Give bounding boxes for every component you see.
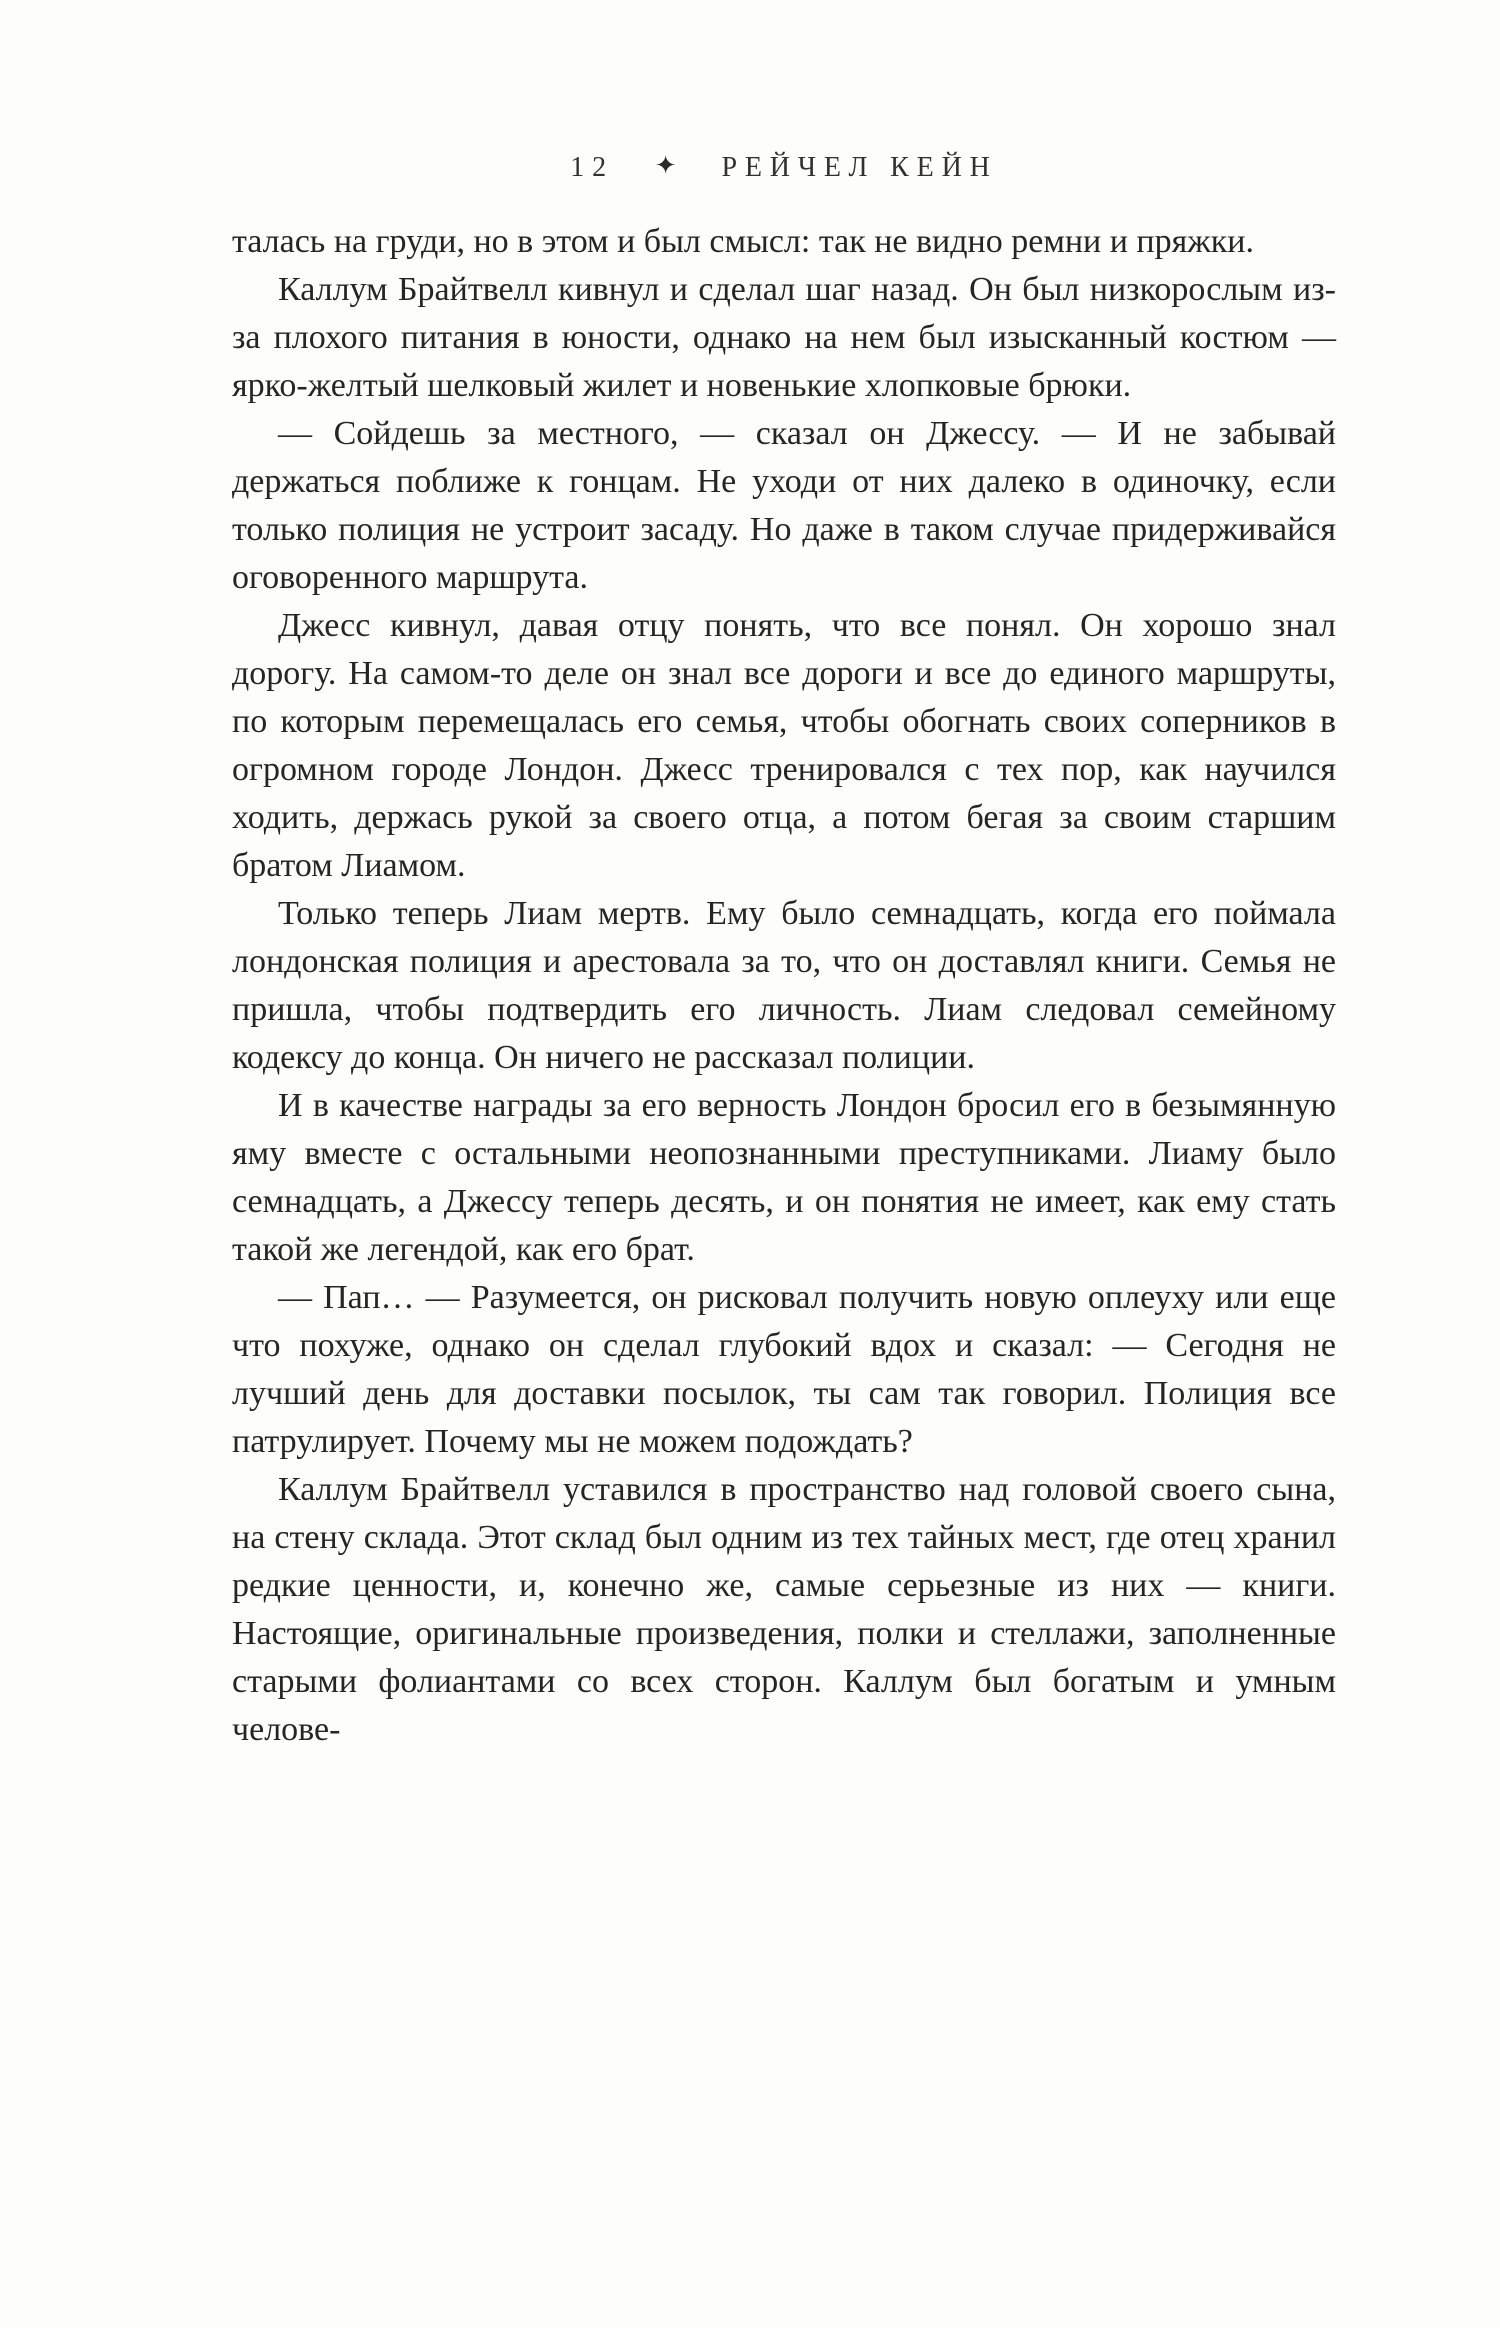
paragraph-dialogue: — Пап… — Разумеется, он рисковал получить новую оплеуху или еще что похуже, однако он сделал глубокий вдох и сказал: — Сегодня не лучший день для доставки посылок, ты сам так говорил. Полиция все патрулирует. Почему мы не можем подождать? xyxy=(232,1279,1336,1460)
paragraph: Каллум Брайтвелл кивнул и сделал шаг назад. Он был низкорослым из-за плохого питания в юности, однако на нем был изысканный костюм — ярко-желтый шелковый жилет и новенькие хлопковые брюки. xyxy=(232,271,1336,404)
author-running-title: РЕЙЧЕЛ КЕЙН xyxy=(721,151,998,183)
page-body xyxy=(232,218,1336,1754)
ornament-icon: ✦ xyxy=(654,150,677,180)
paragraph-continuation: талась на груди, но в этом и был смысл: так не видно ремни и пряжки. xyxy=(232,223,1254,260)
running-header xyxy=(232,150,1336,184)
page-number: 12 xyxy=(570,151,614,183)
paragraph-dialogue: — Сойдешь за местного, — сказал он Джессу. — И не забывай держаться поближе к гонцам. Не уходи от них далеко в одиночку, если только полиция не устроит засаду. Но даже в таком случае придерживайся оговоренного маршрута. xyxy=(232,415,1336,596)
paragraph: Каллум Брайтвелл уставился в пространство над головой своего сына, на стену склада. Этот склад был одним из тех тайных мест, где отец хранил редкие ценности, и, конечно же, самые серьезные из них — книги. Настоящие, оригинальные произведения, полки и стеллажи, заполненные старыми фолиантами со всех сторон. Каллум был богатым и умным челове- xyxy=(232,1471,1336,1748)
paragraph: Только теперь Лиам мертв. Ему было семнадцать, когда его поймала лондонская полиция и арестовала за то, что он доставлял книги. Семья не пришла, чтобы подтвердить его личность. Лиам следовал семейному кодексу до конца. Он ничего не рассказал полиции. xyxy=(232,895,1336,1076)
paragraph: Джесс кивнул, давая отцу понять, что все понял. Он хорошо знал дорогу. На самом-то деле он знал все дороги и все до единого маршруты, по которым перемещалась его семья, чтобы обогнать своих соперников в огромном городе Лондон. Джесс тренировался с тех пор, как научился ходить, держась рукой за своего отца, а потом бегая за своим старшим братом Лиамом. xyxy=(232,607,1336,884)
paragraph: И в качестве награды за его верность Лондон бросил его в безымянную яму вместе с остальными неопознанными преступниками. Лиаму было семнадцать, а Джессу теперь десять, и он понятия не имеет, как ему стать такой же легендой, как его брат. xyxy=(232,1087,1336,1268)
